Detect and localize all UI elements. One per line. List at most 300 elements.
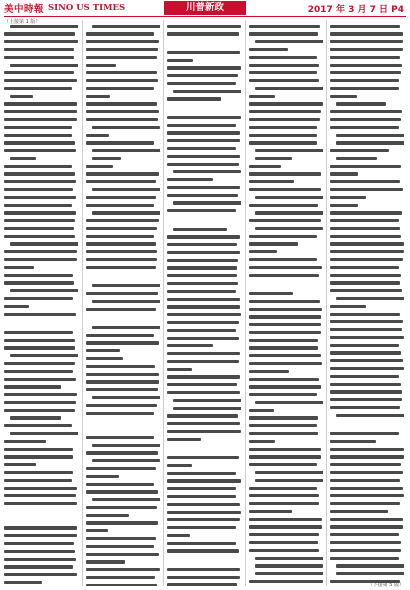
- text-column: [4, 20, 78, 586]
- body-text-line: [86, 56, 157, 59]
- body-text-line: [4, 313, 76, 316]
- body-text-line: [173, 170, 241, 173]
- body-text-line: [330, 25, 399, 28]
- body-text-line: [249, 102, 323, 105]
- body-text-line: [92, 157, 122, 160]
- body-text-line: [330, 367, 404, 370]
- body-text-line: [255, 40, 323, 43]
- body-text-line: [330, 32, 402, 35]
- body-text-line: [86, 266, 157, 269]
- body-text-line: [249, 432, 318, 435]
- body-text-line: [92, 300, 160, 303]
- body-text-line: [4, 211, 76, 214]
- body-text-line: [330, 289, 402, 292]
- column-divider: [245, 20, 246, 586]
- body-text-line: [167, 25, 241, 28]
- body-text-line: [167, 526, 236, 529]
- body-text-line: [249, 118, 320, 121]
- body-text-line: [92, 444, 160, 447]
- brand-english-name: SINO US TIMES: [48, 3, 126, 13]
- body-text-line: [4, 463, 36, 466]
- body-text-line: [249, 424, 317, 427]
- body-text-line: [249, 518, 322, 521]
- body-text-line: [86, 227, 157, 230]
- body-text-line: [4, 479, 72, 482]
- body-text-line: [330, 204, 357, 207]
- body-text-line: [249, 463, 318, 466]
- body-text-line: [255, 87, 323, 90]
- body-text-line: [86, 514, 129, 517]
- body-text-line: [249, 274, 319, 277]
- body-text-line: [167, 472, 236, 475]
- body-text-line: [255, 227, 323, 230]
- body-text-line: [4, 79, 77, 82]
- body-text-line: [167, 495, 235, 498]
- body-text-line: [249, 362, 322, 365]
- body-text-line: [330, 126, 399, 129]
- body-text-line: [167, 568, 240, 571]
- body-text-line: [255, 211, 323, 214]
- body-text-line: [4, 172, 75, 175]
- body-text-line: [4, 305, 29, 308]
- body-text-line: [255, 572, 323, 575]
- body-text-line: [249, 266, 322, 269]
- body-text-line: [4, 370, 73, 373]
- body-text-line: [336, 564, 404, 567]
- body-text-line: [167, 51, 240, 54]
- body-text-line: [330, 281, 400, 284]
- body-text-line: [249, 25, 320, 28]
- text-column: [86, 20, 160, 586]
- body-text-line: [336, 141, 404, 144]
- body-text-line: [249, 354, 321, 357]
- body-text-line: [330, 110, 401, 113]
- body-text-line: [249, 242, 298, 245]
- body-text-line: [167, 391, 240, 394]
- body-text-line: [4, 339, 75, 342]
- body-text-line: [92, 188, 160, 191]
- body-text-line: [249, 494, 319, 497]
- body-text-line: [86, 537, 157, 540]
- body-text-line: [86, 560, 125, 563]
- paragraph-gap: [167, 105, 241, 111]
- paragraph-gap: [167, 40, 241, 46]
- body-text-line: [330, 375, 399, 378]
- body-text-line: [167, 178, 213, 181]
- body-text-line: [4, 331, 73, 334]
- body-text-line: [86, 118, 158, 121]
- body-text-line: [330, 533, 398, 536]
- body-text-line: [86, 521, 159, 524]
- body-text-line: [255, 557, 323, 560]
- body-text-line: [167, 243, 237, 246]
- body-text-line: [4, 281, 74, 284]
- body-text-line: [167, 163, 239, 166]
- body-text-line: [86, 529, 109, 532]
- body-text-line: [330, 463, 400, 466]
- body-text-line: [4, 542, 74, 545]
- body-text-line: [336, 102, 386, 105]
- body-text-line: [249, 378, 319, 381]
- body-text-line: [86, 95, 110, 98]
- body-text-line: [330, 313, 400, 316]
- body-text-line: [330, 118, 400, 121]
- body-text-line: [249, 204, 318, 207]
- body-text-line: [173, 201, 241, 204]
- body-text-line: [167, 97, 221, 100]
- body-text-line: [86, 40, 159, 43]
- body-text-line: [86, 451, 159, 454]
- body-text-line: [167, 487, 236, 490]
- paragraph-gap: [86, 315, 160, 321]
- body-text-line: [167, 186, 240, 189]
- body-text-line: [167, 549, 239, 552]
- body-text-line: [92, 25, 160, 28]
- body-text-line: [249, 79, 319, 82]
- body-text-line: [4, 409, 75, 412]
- body-text-line: [330, 351, 401, 354]
- body-text-line: [249, 219, 321, 222]
- body-text-line: [330, 258, 403, 261]
- body-text-line: [330, 48, 403, 51]
- body-text-line: [86, 506, 158, 509]
- body-text-line: [330, 250, 404, 253]
- body-text-line: [86, 134, 110, 137]
- body-text-line: [249, 71, 318, 74]
- body-text-line: [167, 414, 238, 417]
- body-text-line: [167, 259, 237, 262]
- body-text-line: [4, 219, 75, 222]
- body-text-line: [167, 375, 240, 378]
- body-text-line: [86, 467, 156, 470]
- body-text-line: [249, 370, 289, 373]
- body-text-line: [330, 336, 403, 339]
- body-text-line: [330, 79, 399, 82]
- body-text-line: [249, 525, 322, 528]
- body-text-line: [330, 180, 400, 183]
- body-text-line: [167, 337, 239, 340]
- body-text-line: [86, 250, 157, 253]
- body-text-line: [330, 541, 400, 544]
- body-text-line: [173, 90, 241, 93]
- body-text-line: [4, 362, 75, 365]
- body-text-line: [249, 487, 317, 490]
- body-text-line: [4, 573, 77, 576]
- body-text-line: [249, 32, 318, 35]
- article-columns: [4, 20, 406, 586]
- body-text-line: [249, 258, 317, 261]
- body-text-line: [255, 471, 323, 474]
- body-text-line: [249, 308, 322, 311]
- body-text-line: [86, 553, 160, 556]
- body-text-line: [4, 455, 73, 458]
- body-text-line: [86, 110, 159, 113]
- body-text-line: [336, 134, 404, 137]
- continuation-note-top: （上接第 1 版）: [4, 19, 41, 25]
- body-text-line: [330, 390, 402, 393]
- body-text-line: [249, 393, 317, 396]
- body-text-line: [249, 549, 319, 552]
- body-text-line: [249, 110, 321, 113]
- body-text-line: [249, 134, 318, 137]
- paragraph-gap: [4, 516, 78, 522]
- body-text-line: [92, 396, 160, 399]
- body-text-line: [249, 48, 288, 51]
- body-text-line: [167, 194, 238, 197]
- body-text-line: [4, 87, 72, 90]
- body-text-line: [86, 258, 157, 261]
- body-text-line: [4, 266, 34, 269]
- body-text-line: [167, 116, 240, 119]
- body-text-line: [10, 64, 78, 67]
- body-text-line: [4, 196, 76, 199]
- body-text-line: [86, 483, 155, 486]
- body-text-line: [86, 235, 154, 238]
- body-text-line: [249, 533, 320, 536]
- body-text-line: [167, 464, 191, 467]
- body-text-line: [86, 576, 156, 579]
- body-text-line: [249, 141, 317, 144]
- body-text-line: [167, 534, 190, 537]
- body-text-line: [4, 385, 61, 388]
- text-column: [249, 20, 323, 586]
- body-text-line: [330, 219, 399, 222]
- body-text-line: [330, 227, 400, 230]
- body-text-line: [330, 149, 389, 152]
- body-text-line: [86, 357, 123, 360]
- paragraph-gap: [167, 445, 241, 451]
- body-text-line: [249, 250, 277, 253]
- body-text-line: [10, 289, 78, 292]
- body-text-line: [86, 436, 155, 439]
- body-text-line: [86, 568, 160, 571]
- body-text-line: [86, 404, 157, 407]
- body-text-line: [4, 581, 42, 584]
- paragraph-gap: [249, 281, 323, 287]
- body-text-line: [249, 56, 318, 59]
- body-text-line: [92, 326, 160, 329]
- column-divider: [82, 20, 83, 586]
- body-text-line: [330, 487, 403, 490]
- body-text-line: [167, 82, 236, 85]
- body-text-line: [92, 284, 160, 287]
- body-text-line: [92, 459, 160, 462]
- body-text-line: [167, 290, 236, 293]
- body-text-line: [10, 25, 78, 28]
- body-text-line: [4, 558, 76, 561]
- body-text-line: [86, 102, 157, 105]
- paragraph-gap: [167, 217, 241, 223]
- body-text-line: [167, 251, 240, 254]
- body-text-line: [249, 409, 274, 412]
- body-text-line: [249, 541, 318, 544]
- body-text-line: [4, 440, 46, 443]
- body-text-line: [330, 274, 400, 277]
- body-text-line: [4, 32, 75, 35]
- column-divider: [163, 20, 164, 586]
- body-text-line: [4, 526, 77, 529]
- body-text-line: [4, 250, 77, 253]
- body-text-line: [249, 580, 323, 583]
- body-text-line: [330, 455, 404, 458]
- text-column: [167, 20, 241, 586]
- body-text-line: [255, 401, 323, 404]
- body-text-line: [4, 102, 77, 105]
- continuation-note-bottom: （下接第 5 版）: [367, 582, 404, 588]
- body-text-line: [330, 344, 399, 347]
- body-text-line: [86, 380, 160, 383]
- body-text-line: [249, 300, 320, 303]
- body-text-line: [330, 188, 403, 191]
- body-text-line: [167, 32, 239, 35]
- body-text-line: [167, 430, 241, 433]
- paragraph-gap: [86, 274, 160, 280]
- body-text-line: [167, 131, 240, 134]
- body-text-line: [330, 494, 404, 497]
- body-text-line: [167, 352, 240, 355]
- body-text-line: [10, 432, 78, 435]
- body-text-line: [330, 448, 403, 451]
- body-text-line: [4, 401, 76, 404]
- body-text-line: [86, 71, 157, 74]
- paragraph-gap: [330, 421, 404, 427]
- body-text-line: [4, 565, 73, 568]
- body-text-line: [86, 341, 159, 344]
- body-text-line: [167, 209, 236, 212]
- body-text-line: [4, 534, 77, 537]
- body-text-line: [4, 346, 75, 349]
- paragraph-gap: [167, 557, 241, 563]
- body-text-line: [167, 360, 239, 363]
- body-text-line: [173, 399, 241, 402]
- body-text-line: [4, 227, 74, 230]
- body-text-line: [330, 328, 402, 331]
- body-text-line: [167, 155, 240, 158]
- body-text-line: [330, 266, 398, 269]
- body-text-line: [4, 204, 72, 207]
- body-text-line: [4, 235, 75, 238]
- body-text-line: [330, 479, 400, 482]
- body-text-line: [167, 479, 241, 482]
- body-text-line: [330, 432, 398, 435]
- body-text-line: [330, 305, 365, 308]
- masthead-divider: [4, 16, 406, 17]
- body-text-line: [167, 298, 240, 301]
- body-text-line: [249, 331, 321, 334]
- body-text-line: [167, 124, 236, 127]
- body-text-line: [167, 438, 201, 441]
- body-text-line: [92, 149, 160, 152]
- body-text-line: [167, 321, 239, 324]
- body-text-line: [86, 172, 159, 175]
- body-text-line: [167, 583, 236, 586]
- body-text-line: [330, 71, 400, 74]
- body-text-line: [4, 274, 73, 277]
- body-text-line: [167, 266, 237, 269]
- body-text-line: [86, 219, 159, 222]
- body-text-line: [86, 32, 155, 35]
- body-text-line: [4, 180, 76, 183]
- body-text-line: [4, 141, 75, 144]
- body-text-line: [92, 498, 160, 501]
- body-text-line: [4, 424, 72, 427]
- body-text-line: [249, 292, 293, 295]
- body-text-line: [330, 64, 401, 67]
- body-text-line: [86, 365, 156, 368]
- body-text-line: [92, 211, 160, 214]
- body-text-line: [92, 126, 160, 129]
- body-text-line: [4, 56, 74, 59]
- body-text-line: [330, 211, 402, 214]
- body-text-line: [4, 134, 72, 137]
- body-text-line: [167, 274, 237, 277]
- body-text-line: [86, 490, 158, 493]
- body-text-line: [249, 126, 318, 129]
- body-text-line: [167, 344, 213, 347]
- body-text-line: [4, 126, 72, 129]
- body-text-line: [167, 422, 240, 425]
- body-text-line: [86, 196, 156, 199]
- body-text-line: [4, 494, 76, 497]
- body-text-line: [330, 557, 398, 560]
- body-text-line: [249, 510, 292, 513]
- body-text-line: [4, 40, 78, 43]
- body-text-line: [330, 87, 399, 90]
- body-text-line: [330, 165, 400, 168]
- body-text-line: [249, 180, 294, 183]
- paragraph-gap: [86, 425, 160, 431]
- body-text-line: [167, 511, 240, 514]
- body-text-line: [336, 414, 404, 417]
- body-text-line: [10, 242, 78, 245]
- body-text-line: [249, 346, 318, 349]
- body-text-line: [86, 373, 159, 376]
- body-text-line: [330, 56, 400, 59]
- body-text-line: [167, 576, 240, 579]
- body-text-line: [10, 157, 36, 160]
- body-text-line: [4, 487, 77, 490]
- body-text-line: [249, 502, 320, 505]
- body-text-line: [4, 149, 76, 152]
- body-text-line: [86, 64, 116, 67]
- body-text-line: [167, 518, 240, 521]
- body-text-line: [86, 412, 154, 415]
- body-text-line: [4, 110, 77, 113]
- section-title: 川普新政: [164, 1, 246, 15]
- body-text-line: [330, 235, 401, 238]
- body-text-line: [330, 172, 358, 175]
- issue-date-page: 2017 年 3 月 7 日 P4: [307, 5, 404, 15]
- body-text-line: [255, 196, 323, 199]
- body-text-line: [167, 74, 237, 77]
- body-text-line: [255, 564, 323, 567]
- body-text-line: [249, 385, 321, 388]
- body-text-line: [167, 305, 239, 308]
- body-text-line: [86, 79, 158, 82]
- body-text-line: [249, 165, 282, 168]
- paragraph-gap: [4, 320, 78, 326]
- body-text-line: [249, 323, 321, 326]
- body-text-line: [86, 141, 154, 144]
- body-text-line: [10, 416, 61, 419]
- body-text-line: [167, 368, 191, 371]
- body-text-line: [330, 359, 403, 362]
- body-text-line: [4, 378, 76, 381]
- body-text-line: [4, 448, 73, 451]
- body-text-line: [86, 475, 119, 478]
- body-text-line: [330, 518, 403, 521]
- body-text-line: [330, 242, 403, 245]
